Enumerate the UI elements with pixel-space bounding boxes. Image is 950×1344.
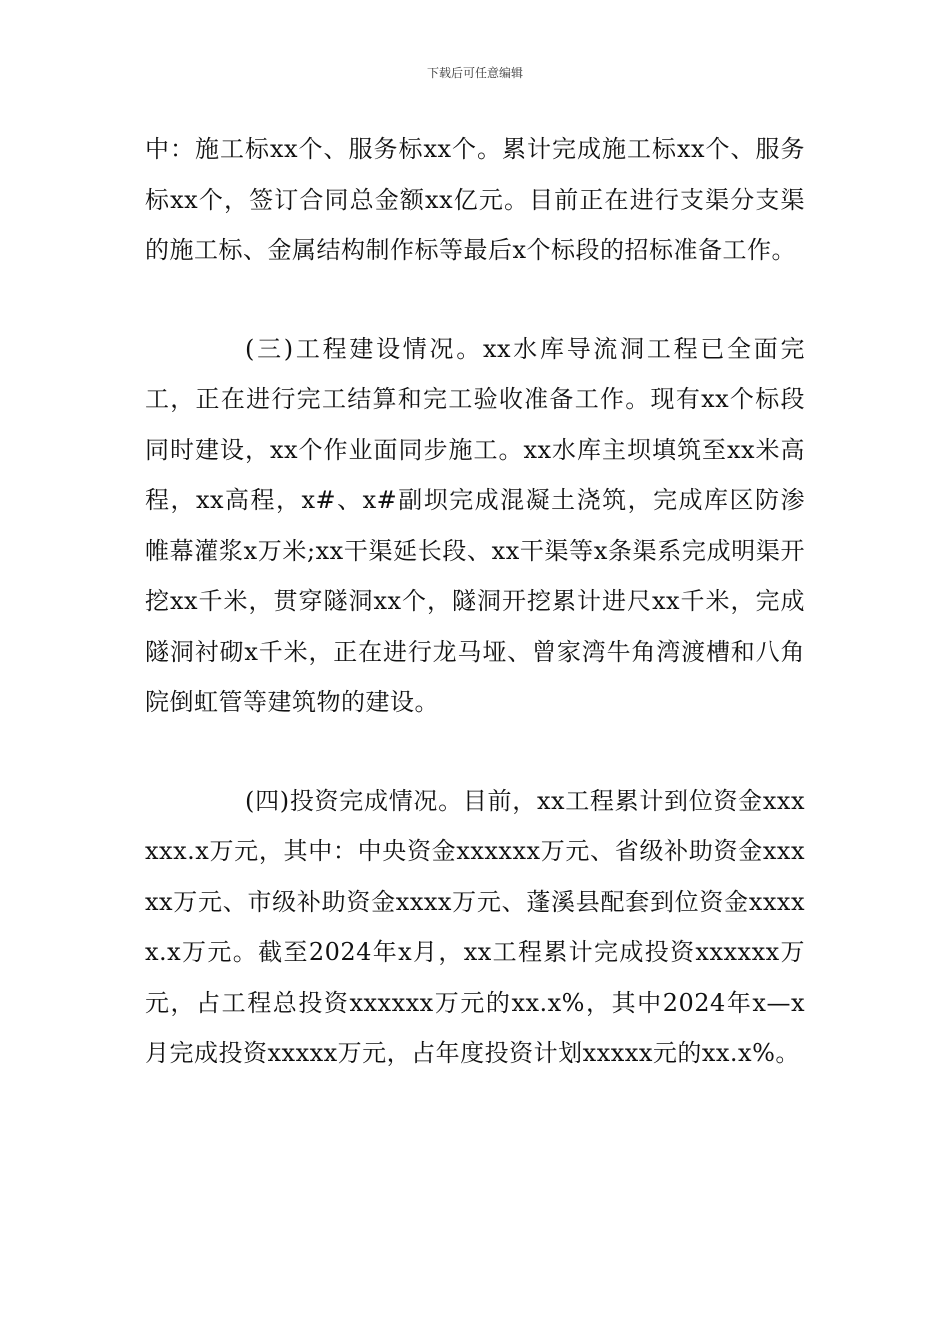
paragraph-investment: (四)投资完成情况。目前，xx工程累计到位资金xxxxxx.x万元，其中：中央资金xxxxxx万元、省级补助资金xxxxx万元、市级补助资金xxxx万元、蓬溪县配套到位资金xxxxx.x万元。截至2024年x月，xx工程累计完成投资xxxxxx万元，占工程总投资xxxxxx万元的xx.x%，其中2024年x—x月完成投资xxxxx万元，占年度投资计划xxxxx元的xx.x%。 — [145, 786, 805, 1067]
paragraph-construction: (三)工程建设情况。xx水库导流洞工程已全面完工，正在进行完工结算和完工验收准备工作。现有xx个标段同时建设，xx个作业面同步施工。xx水库主坝填筑至xx米高程，xx高程，x#、x#副坝完成混凝土浇筑，完成库区防渗帷幕灌浆x万米;xx干渠延长段、xx干渠等x条渠系完成明渠开挖xx千米，贯穿隧洞xx个，隧洞开挖累计进尺xx千米，完成隧洞衬砌x千米，正在进行龙马垭、曾家湾牛角湾渡槽和八角院倒虹管等建筑物的建设。 — [145, 334, 805, 716]
document-body — [145, 124, 805, 1079]
paragraph-bidding: 中：施工标xx个、服务标xx个。累计完成施工标xx个、服务标xx个，签订合同总金额xx亿元。目前正在进行支渠分支渠的施工标、金属结构制作标等最后x个标段的招标准备工作。 — [145, 135, 805, 264]
page-header: 下载后可任意编辑 — [426, 66, 523, 80]
